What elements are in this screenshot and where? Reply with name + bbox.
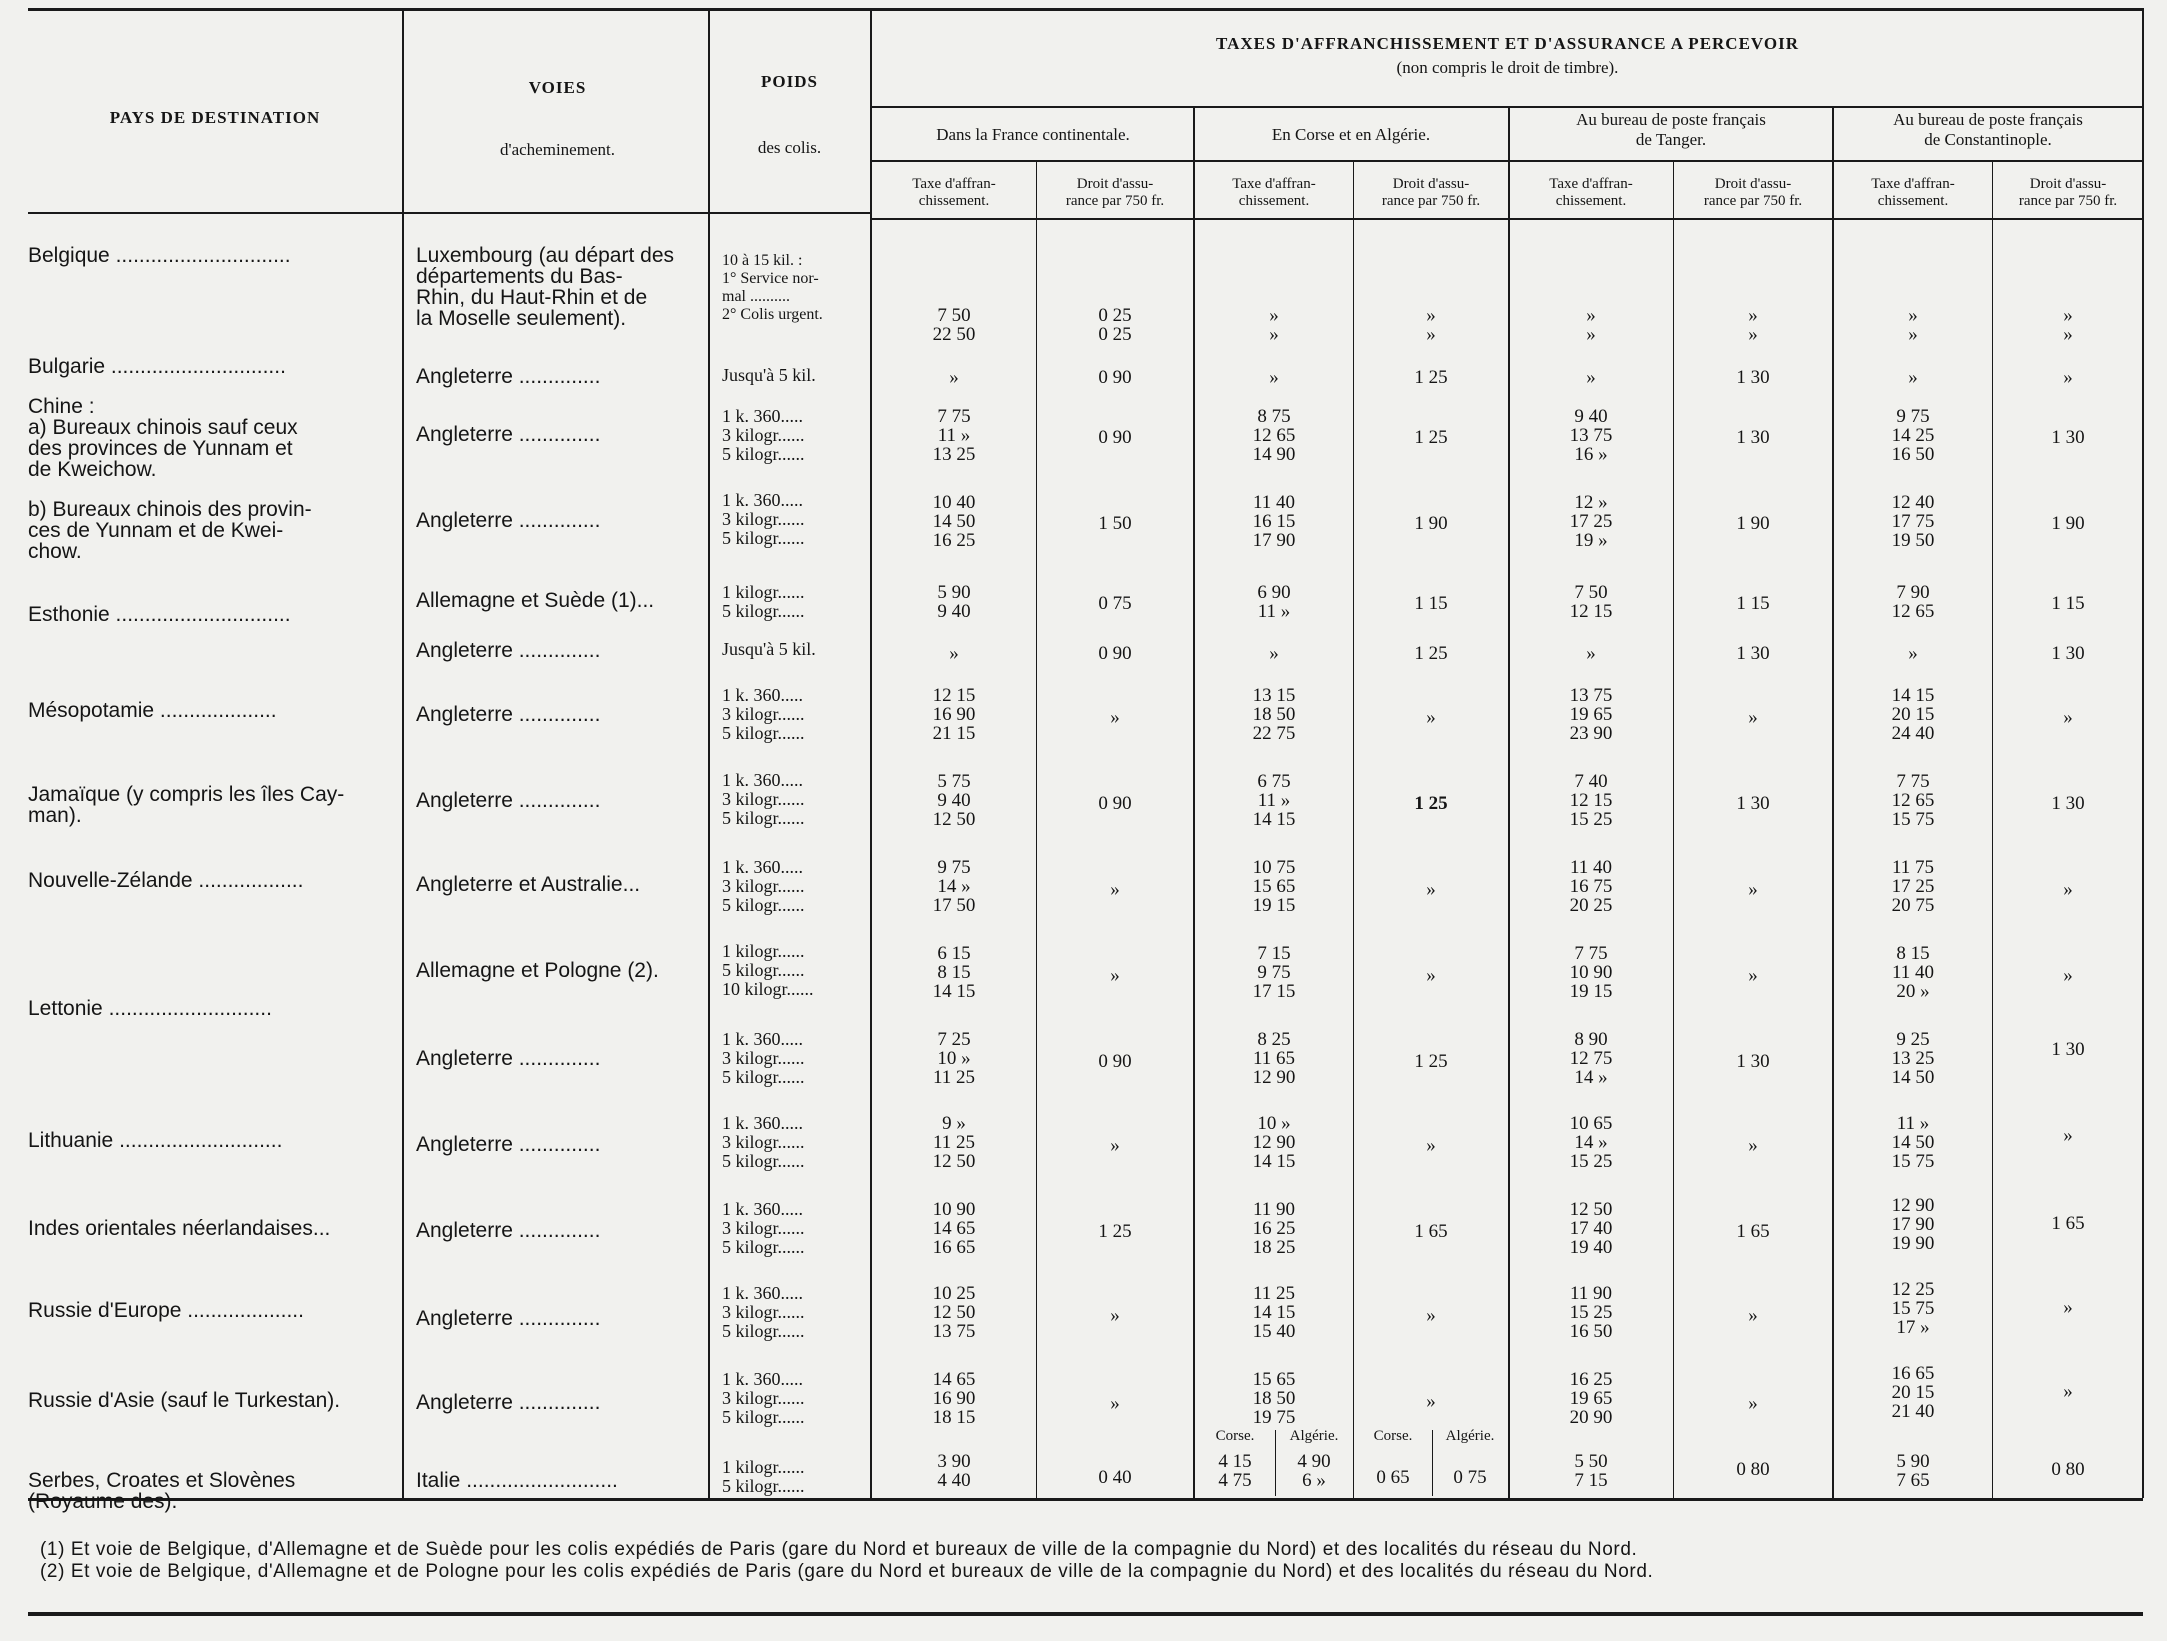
cell-france-tax: 7 50 22 50 [932, 305, 976, 345]
header-weight-title: POIDS [761, 72, 818, 91]
cell-const-tax: 5 90 7 65 [1896, 1451, 1930, 1491]
subheader-tax-4: Taxe d'affran- chissement. [1871, 176, 1955, 209]
cell-corse-ins: » [1426, 707, 1436, 728]
subheader-ins-4: Droit d'assu- rance par 750 fr. [2018, 176, 2118, 209]
cell-tanger-ins: » [1748, 879, 1758, 900]
group-divider-2 [1508, 106, 1510, 1498]
row-weights: 1 kilogr...... 5 kilogr...... [722, 582, 805, 621]
row-country: Esthonie .............................. [28, 603, 291, 626]
cell-const-tax: 12 25 15 75 17 » [1891, 1279, 1935, 1338]
cell-const-tax: 12 90 17 90 19 90 [1891, 1195, 1935, 1254]
header-route-title: VOIES [528, 78, 587, 97]
cell-corse-tax-corse: 4 15 4 75 [1218, 1451, 1252, 1491]
cell-corse-tax: 11 90 16 25 18 25 [1252, 1199, 1296, 1258]
row-route: Allemagne et Suède (1)... [416, 589, 655, 612]
row-country: Indes orientales néerlandaises... [28, 1217, 331, 1240]
cell-const-ins: 1 15 [2051, 593, 2085, 614]
cell-const-tax: 7 75 12 65 15 75 [1891, 771, 1935, 830]
row-weights: 1 k. 360..... 3 kilogr...... 5 kilogr...... [722, 685, 805, 743]
cell-corse-ins: » [1426, 879, 1436, 900]
cell-const-tax: 7 90 12 65 [1891, 582, 1935, 622]
col-divider-right [2142, 8, 2144, 1498]
cell-const-tax: 11 » 14 50 15 75 [1891, 1113, 1935, 1172]
row-weights: 1 k. 360..... 3 kilogr...... 5 kilogr...... [722, 1029, 805, 1087]
sub-divider-2 [1353, 160, 1354, 1498]
group-divider-1 [1193, 106, 1195, 1498]
cell-tanger-ins: » [1748, 1305, 1758, 1326]
cell-france-tax: 5 75 9 40 12 50 [932, 771, 976, 830]
cell-france-ins: 0 40 [1098, 1467, 1132, 1488]
cell-tanger-tax: 8 90 12 75 14 » [1569, 1029, 1613, 1088]
group-corse-algerie: En Corse et en Algérie. [1271, 125, 1431, 144]
cell-france-ins: » [1110, 879, 1120, 900]
header-taxes-title: TAXES D'AFFRANCHISSEMENT ET D'ASSURANCE A PERCEVOIR [1216, 34, 1799, 53]
cell-france-ins: 0 90 [1098, 367, 1132, 388]
cell-const-tax: 11 75 17 25 20 75 [1891, 857, 1935, 916]
row-route: Italie .......................... [416, 1469, 618, 1492]
row-route: Luxembourg (au départ des départements du Bas- Rhin, du Haut-Rhin et de la Moselle seulement). [416, 244, 674, 330]
row-weights: 1 k. 360..... 3 kilogr...... 5 kilogr...... [722, 1199, 805, 1257]
cell-const-ins: » [2063, 707, 2073, 728]
group-constantinople: Au bureau de poste français de Constantinople. [1893, 110, 2083, 149]
cell-const-tax: » » [1908, 305, 1918, 345]
cell-corse-ins: 1 25 [1414, 367, 1448, 388]
cell-corse-tax-algerie: 4 90 6 » [1297, 1451, 1331, 1491]
cell-corse-tax: 8 25 11 65 12 90 [1252, 1029, 1296, 1088]
subheader-ins-3: Droit d'assu- rance par 750 fr. [1703, 176, 1803, 209]
row-weights: 10 à 15 kil. : 1° Service nor- mal .......... 2° Colis urgent. [722, 252, 823, 323]
cell-france-ins: » [1110, 1393, 1120, 1414]
cell-tanger-tax: 12 50 17 40 19 40 [1569, 1199, 1613, 1258]
cell-france-ins: 1 25 [1098, 1221, 1132, 1242]
cell-tanger-ins: 1 65 [1736, 1221, 1770, 1242]
cell-const-ins: » [2063, 965, 2073, 986]
subheader-ins-1: Droit d'assu- rance par 750 fr. [1065, 176, 1165, 209]
cell-corse-ins: 1 25 [1414, 793, 1448, 814]
cell-tanger-ins: 1 30 [1736, 427, 1770, 448]
cell-france-tax: 14 65 16 90 18 15 [932, 1369, 976, 1428]
row-country: Russie d'Asie (sauf le Turkestan). [28, 1389, 341, 1412]
cell-tanger-tax: 5 50 7 15 [1574, 1451, 1608, 1491]
row-route: Angleterre .............. [416, 1391, 601, 1414]
row-weights: 1 k. 360..... 3 kilogr...... 5 kilogr...... [722, 1283, 805, 1341]
subheader-tax-2: Taxe d'affran- chissement. [1232, 176, 1316, 209]
subheader-tax-1: Taxe d'affran- chissement. [912, 176, 996, 209]
cell-france-tax: 9 » 11 25 12 50 [932, 1113, 976, 1172]
cell-corse-ins: » » [1426, 305, 1436, 345]
cell-tanger-tax: 9 40 13 75 16 » [1569, 406, 1613, 465]
row-route: Angleterre .............. [416, 509, 601, 532]
cell-france-tax: 3 90 4 40 [937, 1451, 971, 1491]
sub-divider-4 [1992, 160, 1993, 1498]
cell-corse-tax: » » [1269, 305, 1279, 345]
cell-corse-ins: » [1426, 1135, 1436, 1156]
cell-france-tax: 7 25 10 » 11 25 [932, 1029, 976, 1088]
col-divider-route [708, 8, 710, 1498]
cell-france-tax: 5 90 9 40 [937, 582, 971, 622]
cell-const-tax: 12 40 17 75 19 50 [1891, 492, 1935, 551]
cell-const-ins: 0 80 [2051, 1459, 2085, 1480]
cell-tanger-ins: » » [1748, 305, 1758, 345]
cell-tanger-ins: » [1748, 965, 1758, 986]
cell-corse-tax: 10 75 15 65 19 15 [1252, 857, 1296, 916]
cell-tanger-ins: 1 30 [1736, 793, 1770, 814]
row-weights: 1 k. 360..... 3 kilogr...... 5 kilogr...... [722, 1369, 805, 1427]
cell-corse-tax: 11 40 16 15 17 90 [1252, 492, 1296, 551]
cell-corse-tax: 7 15 9 75 17 15 [1252, 943, 1296, 1002]
cell-france-ins: 0 90 [1098, 793, 1132, 814]
cell-tanger-tax: » [1586, 643, 1596, 664]
header-weight-sub: des colis. [757, 138, 822, 157]
cell-corse-tax: 8 75 12 65 14 90 [1252, 406, 1296, 465]
cell-corse-tax: 10 » 12 90 14 15 [1252, 1113, 1296, 1172]
cell-tanger-tax: 7 75 10 90 19 15 [1569, 943, 1613, 1002]
cell-const-ins: 1 90 [2051, 513, 2085, 534]
cell-const-ins: » [2063, 1381, 2073, 1402]
taxes-sub-rule [870, 160, 2143, 162]
subheader-ins-2: Droit d'assu- rance par 750 fr. [1381, 176, 1481, 209]
row-country: Russie d'Europe .................... [28, 1299, 304, 1322]
row-weights: 1 k. 360..... 3 kilogr...... 5 kilogr...... [722, 1113, 805, 1171]
corse-label: Corse. [1215, 1428, 1255, 1444]
header-country: PAYS DE DESTINATION [109, 108, 321, 127]
cell-corse-ins: » [1426, 965, 1436, 986]
cell-tanger-tax: 10 65 14 » 15 25 [1569, 1113, 1613, 1172]
cell-const-ins: 1 30 [2051, 427, 2085, 448]
cell-tanger-ins: 1 30 [1736, 367, 1770, 388]
cell-tanger-ins: 1 15 [1736, 593, 1770, 614]
row-route: Angleterre .............. [416, 423, 601, 446]
subheader-tax-3: Taxe d'affran- chissement. [1549, 176, 1633, 209]
cell-corse-tax: » [1269, 367, 1279, 388]
row-route: Angleterre .............. [416, 639, 601, 662]
cell-tanger-ins: 1 90 [1736, 513, 1770, 534]
cell-tanger-ins: » [1748, 707, 1758, 728]
row-route: Angleterre .............. [416, 703, 601, 726]
header-taxes-sub: (non compris le droit de timbre). [1396, 58, 1619, 77]
cell-france-tax: » [949, 367, 959, 388]
row-country: Jamaïque (y compris les îles Cay- man). [28, 783, 345, 827]
cell-corse-ins: 1 25 [1414, 643, 1448, 664]
page-bottom-rule [28, 1612, 2143, 1616]
cell-france-ins: » [1110, 965, 1120, 986]
footnote-2: (2) Et voie de Belgique, d'Allemagne et de Pologne pour les colis expédiés de Paris (gare du Nord et bureaux de ville de la compagnie du Nord) et des localités du réseau du Nord. [40, 1561, 1654, 1582]
row-country: Serbes, Croates et Slovènes (Royaume des). [28, 1469, 296, 1513]
cell-corse-tax: » [1269, 643, 1279, 664]
cell-const-ins: 1 65 [2051, 1213, 2085, 1234]
cell-france-ins: 0 25 0 25 [1098, 305, 1132, 345]
cell-tanger-ins: » [1748, 1393, 1758, 1414]
footnote-1: (1) Et voie de Belgique, d'Allemagne et de Suède pour les colis expédiés de Paris (gare du Nord et bureaux de ville de la compagnie du Nord) et des localités du réseau du Nord. [40, 1539, 1638, 1560]
row-country: Belgique .............................. [28, 244, 291, 267]
row-route: Angleterre .............. [416, 1307, 601, 1330]
cell-const-ins: » [2063, 1297, 2073, 1318]
cell-corse-tax: 6 75 11 » 14 15 [1252, 771, 1296, 830]
row-route: Angleterre .............. [416, 789, 601, 812]
row-country: Chine : a) Bureaux chinois sauf ceux des provinces de Yunnam et de Kweichow. [28, 395, 298, 481]
cell-france-ins: » [1110, 1305, 1120, 1326]
row-route: Angleterre .............. [416, 1047, 601, 1070]
row-route: Angleterre .............. [416, 1133, 601, 1156]
cell-corse-ins: 1 25 [1414, 1051, 1448, 1072]
cell-france-tax: 9 75 14 » 17 50 [932, 857, 976, 916]
cell-france-ins: » [1110, 1135, 1120, 1156]
cell-corse-ins: 1 25 [1414, 427, 1448, 448]
sub-divider-1 [1036, 160, 1037, 1498]
cell-const-ins: 1 30 [2051, 643, 2085, 664]
cell-corse-ins-corse: 0 65 [1376, 1467, 1410, 1488]
row-route: Allemagne et Pologne (2). [416, 959, 659, 982]
row-weights: 1 k. 360..... 3 kilogr...... 5 kilogr...... [722, 406, 805, 464]
cell-const-tax: 9 75 14 25 16 50 [1891, 406, 1935, 465]
cell-france-tax: 10 25 12 50 13 75 [932, 1283, 976, 1342]
cell-tanger-tax: 7 40 12 15 15 25 [1569, 771, 1613, 830]
top-rule [28, 8, 2143, 11]
cell-corse-tax: 13 15 18 50 22 75 [1252, 685, 1296, 744]
row-country: Lithuanie ............................ [28, 1129, 283, 1152]
row-weights: 1 k. 360..... 3 kilogr...... 5 kilogr...... [722, 770, 805, 828]
cell-corse-tax: 15 65 18 50 19 75 [1252, 1369, 1296, 1428]
cell-corse-tax: 6 90 11 » [1257, 582, 1291, 622]
row-weights: 1 k. 360..... 3 kilogr...... 5 kilogr...... [722, 490, 805, 548]
cell-france-ins: 0 90 [1098, 427, 1132, 448]
cell-corse-tax: 11 25 14 15 15 40 [1252, 1283, 1296, 1342]
taxes-group-rule [870, 106, 2143, 108]
cell-france-ins: 0 75 [1098, 593, 1132, 614]
cell-tanger-tax: 13 75 19 65 23 90 [1569, 685, 1613, 744]
row-country: Mésopotamie .................... [28, 699, 277, 722]
cell-const-ins: » » [2063, 305, 2073, 345]
cell-corse-ins-algerie: 0 75 [1453, 1467, 1487, 1488]
cell-const-tax: 9 25 13 25 14 50 [1891, 1029, 1935, 1088]
cell-corse-ins: 1 65 [1414, 1221, 1448, 1242]
row-weights: Jusqu'à 5 kil. [722, 639, 816, 659]
cell-tanger-tax: 16 25 19 65 20 90 [1569, 1369, 1613, 1428]
row-country: b) Bureaux chinois des provin- ces de Yunnam et de Kwei- chow. [28, 498, 312, 563]
group-divider-3 [1832, 106, 1834, 1498]
cell-tanger-ins: 1 30 [1736, 1051, 1770, 1072]
cell-const-ins: 1 30 [2051, 793, 2085, 814]
cell-tanger-ins: 1 30 [1736, 643, 1770, 664]
cell-france-tax: 10 90 14 65 16 65 [932, 1199, 976, 1258]
row-weights: 1 k. 360..... 3 kilogr...... 5 kilogr...... [722, 857, 805, 915]
group-france: Dans la France continentale. [936, 125, 1130, 144]
row-country: Nouvelle-Zélande .................. [28, 869, 304, 892]
cell-corse-ins: 1 90 [1414, 513, 1448, 534]
cell-france-tax: 10 40 14 50 16 25 [932, 492, 976, 551]
cell-corse-ins: » [1426, 1305, 1436, 1326]
cell-const-tax: 14 15 20 15 24 40 [1891, 685, 1935, 744]
row-country: Bulgarie .............................. [28, 355, 286, 378]
col-divider-country [402, 8, 404, 1498]
cell-france-tax: 12 15 16 90 21 15 [932, 685, 976, 744]
row-weights: 1 kilogr...... 5 kilogr...... [722, 1457, 805, 1496]
cell-tanger-tax: 11 40 16 75 20 25 [1569, 857, 1613, 916]
group-tanger: Au bureau de poste français de Tanger. [1576, 110, 1766, 149]
row-route: Angleterre .............. [416, 365, 601, 388]
cell-tanger-tax: 7 50 12 15 [1569, 582, 1613, 622]
cell-const-ins: » [2063, 367, 2073, 388]
cell-const-tax: 16 65 20 15 21 40 [1891, 1363, 1935, 1422]
row-route: Angleterre et Australie... [416, 873, 641, 896]
row-country: Lettonie ............................ [28, 997, 272, 1020]
cell-const-tax: 8 15 11 40 20 » [1891, 943, 1935, 1002]
cell-const-ins: » [2063, 879, 2073, 900]
algerie-ins-label: Algérie. [1445, 1428, 1495, 1444]
cell-france-tax: » [949, 643, 959, 664]
cell-const-tax: » [1908, 643, 1918, 664]
cell-const-ins: 1 30 [2051, 1039, 2085, 1060]
col-divider-weight [870, 8, 872, 1498]
cell-france-ins: 0 90 [1098, 643, 1132, 664]
header-bottom-rule-right [870, 218, 2143, 220]
cell-france-ins: » [1110, 707, 1120, 728]
cell-tanger-tax: 12 » 17 25 19 » [1569, 492, 1613, 551]
cell-corse-ins: » [1426, 1391, 1436, 1412]
cell-const-tax: » [1908, 367, 1918, 388]
cell-const-ins: » [2063, 1125, 2073, 1146]
cell-corse-ins: 1 15 [1414, 593, 1448, 614]
cell-tanger-ins: 0 80 [1736, 1459, 1770, 1480]
header-route-sub: d'acheminement. [500, 140, 615, 159]
cell-france-ins: 0 90 [1098, 1051, 1132, 1072]
algerie-label: Algérie. [1289, 1428, 1339, 1444]
row-route: Angleterre .............. [416, 1219, 601, 1242]
header-bottom-rule-left [28, 212, 870, 214]
corse-ins-label: Corse. [1373, 1428, 1413, 1444]
cell-france-tax: 6 15 8 15 14 15 [932, 943, 976, 1002]
cell-france-tax: 7 75 11 » 13 25 [932, 406, 976, 465]
sub-divider-3 [1673, 160, 1674, 1498]
cell-tanger-tax: » » [1586, 305, 1596, 345]
row-weights: 1 kilogr...... 5 kilogr...... 10 kilogr...... [722, 941, 814, 999]
cell-tanger-ins: » [1748, 1135, 1758, 1156]
cell-france-ins: 1 50 [1098, 513, 1132, 534]
cell-tanger-tax: » [1586, 367, 1596, 388]
row-weights: Jusqu'à 5 kil. [722, 365, 816, 385]
cell-tanger-tax: 11 90 15 25 16 50 [1569, 1283, 1613, 1342]
